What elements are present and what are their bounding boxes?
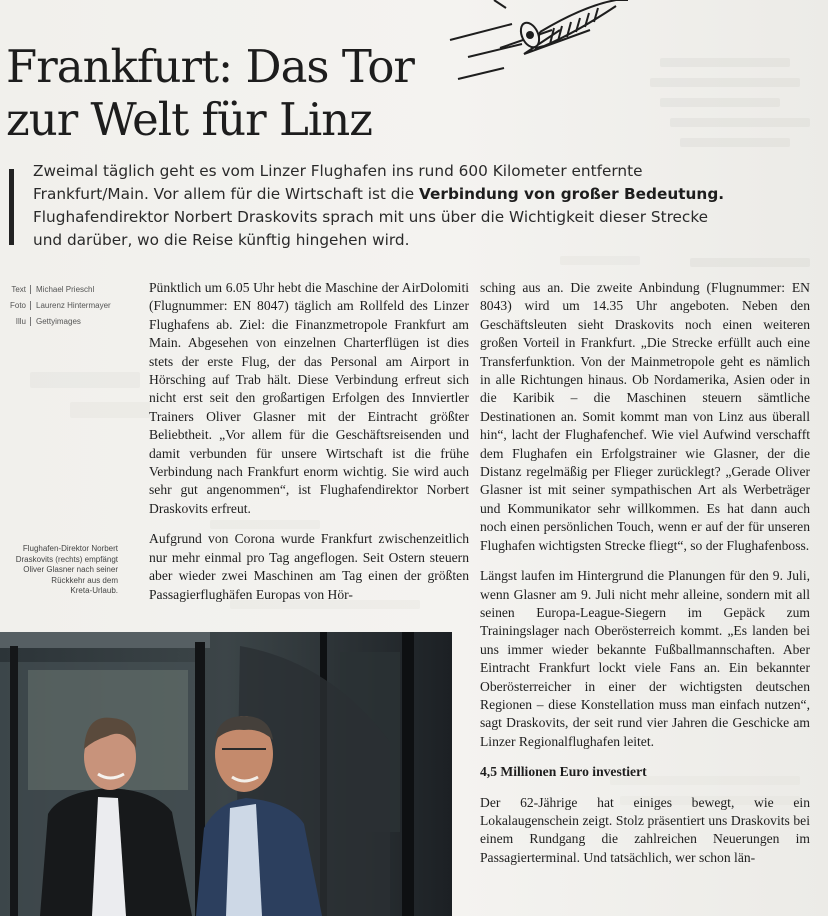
credit-value: Gettyimages xyxy=(36,316,81,326)
article-photo xyxy=(0,632,452,916)
lead-accent-bar xyxy=(9,169,14,245)
paragraph: Pünktlich um 6.05 Uhr hebt die Maschine der AirDolomiti (Flugnummer: EN 8047) täglich am Rollfeld des Linzer Flughafens ab. Ziel: die Finanzmetropole Frankfurt am Main. Abgesehen von einzelnen Charterflügen ist dies stets der erste Flug, der das Personal am Airport in Hörsching auf Trab hält. Diese Verbindung erfreut sich nicht erst seit den großartigen Erfolgen des Innviertler Trainers Oliver Glasner mit der Eintracht größter Beliebtheit. „Vor allem für die Geschäftsreisenden und damit verbunden für unsere Wirtschaft ist die frühe Verbindung nach Frankfurt enorm wichtig. Sie wird auch sehr gut angenommen“, ist Flughafendirektor Norbert Draskovits erfreut. xyxy=(149,280,469,516)
section-subheading: 4,5 Millionen Euro investiert xyxy=(480,764,647,780)
credit-value: Michael Prieschl xyxy=(36,284,95,294)
article-headline xyxy=(6,40,446,146)
headline-line-2: zur Welt für Linz xyxy=(6,93,372,146)
photo-caption xyxy=(0,544,118,597)
caption-line: Kreta-Urlaub. xyxy=(70,586,118,596)
article-column-2 xyxy=(480,279,810,867)
article-lead xyxy=(33,160,733,252)
caption-line: Flughafen-Direktor Norbert xyxy=(22,544,118,553)
paragraph: Aufgrund von Corona wurde Frankfurt zwischenzeitlich nur mehr einmal pro Tag angeflogen. Seit Ostern steuern aber wieder zwei Maschinen am Tag einen der größten Passagierflughäfen Europas von Hör- xyxy=(149,531,469,602)
lead-bold-text: Verbindung von großer Bedeutung. xyxy=(419,185,725,203)
lead-text-2: Flughafendirektor Norbert Draskovits sprach mit uns über die Wichtigkeit dieser Strecke und darüber, wo die Reise künftig hingehen wird. xyxy=(33,208,709,249)
credit-row-illu xyxy=(5,313,155,329)
airplane-illustration xyxy=(440,0,640,95)
credit-label: Foto xyxy=(5,301,31,310)
paragraph: sching aus an. Die zweite Anbindung (Flugnummer: EN 8043) wird um 14.35 Uhr angeboten. Neben den Geschäftsleuten sieht Draskovits noch einen weiteren großen Vorteil in Frankfurt. „Die Strecke erfüllt auch eine Transferfunktion. Von der Mainmetropole geht es nämlich in alle Richtungen hinaus. Ob Nordamerika, Asien oder in die Karibik – die Maschinen steuern sämtliche Destinationen an. Somit kommt man von Linz aus überall hin“, lacht der Flughafenchef. Wie viel Aufwind verschafft dem Flughafen ein Erfolgstrainer wie Glasner, der die Distanz regelmäßig per Flieger zurücklegt? „Gerade Oliver Glasner ist mit seiner sympathischen Art als Werbeträger und Kommunikator sehr willkommen. Es hat dann auch noch einen persönlichen Touch, wenn er auf der für unseren Flughafen wichtigsten Strecke fliegt“, so der Flughafenboss. xyxy=(480,280,810,553)
caption-line: Oliver Glasner nach seiner xyxy=(23,565,118,575)
credit-label: Illu xyxy=(5,317,31,326)
article-column-1 xyxy=(149,279,469,604)
paragraph: Längst laufen im Hintergrund die Planungen für den 9. Juli, wenn Glasner am 9. Juli nicht mehr alleine, sondern mit all seinen Europa-League-Siegern im Gepäck zum Trainingslager nach Oberösterreich kommt. „Es landen bei uns immer wieder bekannte Fußballmannschaften. Aber Eintracht Frankfurt lockt viele Fans an. Ein bekannter Oberösterreicher in einer der wichtigsten deutschen Regionen – diese Konstellation muss man einfach nutzen“, sagt Draskovits, der seit rund vier Jahren die Geschicke am Linzer Regionalflughafen leitet. xyxy=(480,568,810,749)
headline-line-1: Frankfurt: Das Tor xyxy=(6,40,414,93)
credit-value: Laurenz Hintermayer xyxy=(36,300,111,310)
credit-label: Text xyxy=(5,285,31,294)
lead-text-1: Zweimal täglich geht es vom Linzer Flughafen ins rund 600 Kilometer entfernte Frankfurt/Main. Vor allem für die Wirtschaft ist die xyxy=(33,162,643,203)
article-credits xyxy=(5,281,155,329)
caption-line: Rückkehr aus dem xyxy=(51,575,118,585)
paragraph: Der 62-Jährige hat einiges bewegt, wie ein Lokalaugenschein zeigt. Stolz präsentiert uns Draskovits bei einem Rundgang die zahlreichen Neuerungen im Passagierterminal. Und tatsächlich, wer schon län- xyxy=(480,794,810,865)
caption-line: Draskovits (rechts) empfängt xyxy=(15,554,118,564)
credit-row-photo xyxy=(5,297,155,313)
credit-row-text xyxy=(5,281,155,297)
